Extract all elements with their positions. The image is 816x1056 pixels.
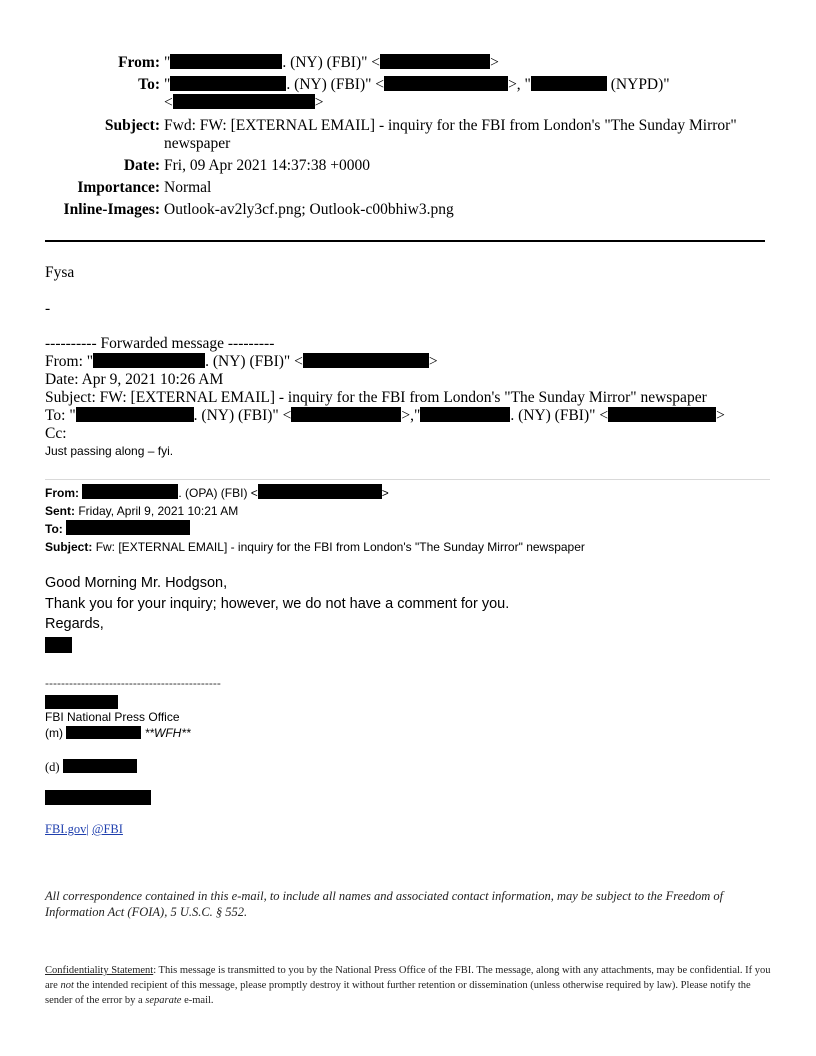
redaction-box xyxy=(380,54,490,69)
inner-email-header xyxy=(45,484,585,556)
date-value: Fri, 09 Apr 2021 14:37:38 +0000 xyxy=(164,157,370,174)
to-value-line2: < > xyxy=(164,94,324,111)
redaction-box xyxy=(420,407,510,422)
redaction-box xyxy=(170,54,282,69)
fbi-twitter-link[interactable]: @FBI xyxy=(91,822,123,836)
subject-value: Fwd: FW: [EXTERNAL EMAIL] - inquiry for the FBI from London's "The Sunday Mirror" xyxy=(164,117,737,134)
greeting-text: Fysa xyxy=(45,264,75,281)
redaction-box xyxy=(76,407,194,422)
importance-value: Normal xyxy=(164,179,212,196)
passing-along-text: Just passing along – fyi. xyxy=(45,444,174,458)
redaction-box xyxy=(66,726,141,739)
to-value: " . (NY) (FBI)" < >, " (NYPD)" xyxy=(164,76,670,93)
redaction-box xyxy=(63,759,137,773)
confidentiality-statement: Confidentiality Statement: This message is transmitted to you by the National Press Office of the FBI. The message, along with any attachments, may be confidential. If you are not the intended recipient of this message, please promptly destroy it without further retention or dissemination (unless otherwise required by law). Please notify the sender of the error by a separate e-mail. xyxy=(45,965,771,1006)
redaction-box xyxy=(45,790,151,805)
fwd-date-line: Date: Apr 9, 2021 10:26 AM xyxy=(45,371,224,388)
redaction-box xyxy=(82,484,178,499)
signature-links: FBI.gov| @FBI xyxy=(45,822,123,836)
press-office-text: FBI National Press Office xyxy=(45,710,180,724)
fwd-from-line: From: " . (NY) (FBI)" < > xyxy=(45,353,438,370)
fwd-to-line: To: " . (NY) (FBI)" < >," . (NY) (FBI)" < > xyxy=(45,407,725,424)
inner-to-line: To: xyxy=(45,520,585,538)
redaction-box xyxy=(303,353,429,368)
reply-body xyxy=(45,573,509,635)
to-label: To: xyxy=(138,76,160,93)
importance-label: Importance: xyxy=(77,179,160,196)
redaction-box xyxy=(45,695,118,709)
dash-text: - xyxy=(45,300,51,317)
fwd-subject-line: Subject: FW: [EXTERNAL EMAIL] - inquiry for the FBI from London's "The Sunday Mirror" newspaper xyxy=(45,389,707,406)
inner-subject-line: Subject: Fw: [EXTERNAL EMAIL] - inquiry for the FBI from London's "The Sunday Mirror" newspaper xyxy=(45,540,585,554)
thank-you-text: Thank you for your inquiry; however, we do not have a comment for you. xyxy=(45,595,510,612)
redaction-box xyxy=(291,407,401,422)
redaction-box xyxy=(93,353,205,368)
direct-line: (d) xyxy=(45,759,137,775)
inner-sent-line: Sent: Friday, April 9, 2021 10:21 AM xyxy=(45,504,239,518)
good-morning-text: Good Morning Mr. Hodgson, xyxy=(45,575,228,591)
redaction-box xyxy=(531,76,607,91)
subject-value-line2: newspaper xyxy=(164,135,231,152)
redaction-box xyxy=(45,637,72,653)
inline-images-label: Inline-Images: xyxy=(63,201,160,218)
forwarded-message-block xyxy=(45,335,725,460)
subject-label: Subject: xyxy=(104,117,160,134)
redaction-box xyxy=(170,76,286,91)
redaction-box xyxy=(173,94,315,109)
redaction-box xyxy=(66,520,190,535)
inner-from-line: From: . (OPA) (FBI) < > xyxy=(45,486,389,500)
date-label: Date: xyxy=(123,157,160,174)
fwd-cc-line: Cc: xyxy=(45,425,67,442)
redaction-box xyxy=(258,484,382,499)
inner-divider xyxy=(45,479,770,480)
inline-images-value: Outlook-av2ly3cf.png; Outlook-c00bhiw3.png xyxy=(164,201,454,218)
fbi-gov-link[interactable]: FBI.gov xyxy=(45,822,87,836)
foia-notice: All correspondence contained in this e-mail, to include all names and associated contact information, may be subject to the Freedom of Information Act (FOIA), 5 U.S.C. § 552. xyxy=(45,889,724,919)
mobile-line: (m) **WFH** xyxy=(45,726,191,740)
signature-divider: -------------------------------------------- xyxy=(45,676,221,690)
regards-text: Regards, xyxy=(45,616,104,632)
header-divider xyxy=(45,240,765,242)
from-value: " . (NY) (FBI)" < > xyxy=(164,54,499,71)
forwarded-marker: ---------- Forwarded message --------- xyxy=(45,335,275,352)
redaction-box xyxy=(384,76,508,91)
redaction-box xyxy=(608,407,716,422)
from-label: From: xyxy=(118,54,160,71)
